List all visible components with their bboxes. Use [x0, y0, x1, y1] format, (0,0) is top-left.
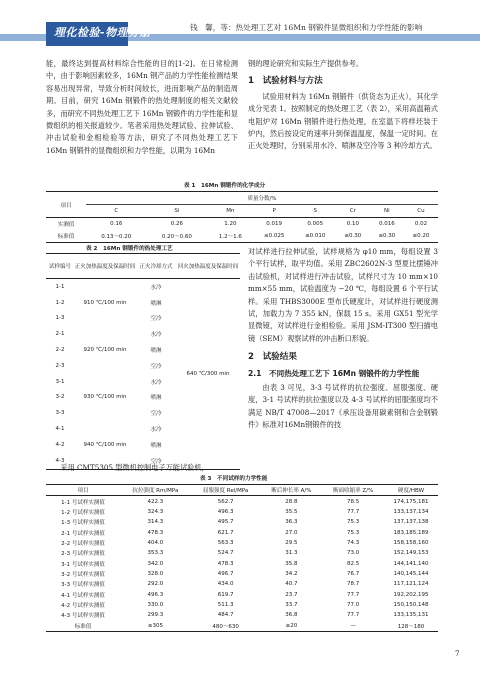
table-3-cell: 35.5	[285, 508, 298, 515]
table-3-row	[46, 620, 438, 631]
table-2-header: 回火加热温度及保温时间	[177, 264, 239, 270]
table-1-cell: 0.10	[346, 221, 359, 227]
intro-continued: 钢的理论研究和实际生产提供参考。	[248, 59, 364, 68]
table-2-cell: 920 ℃/100 min	[83, 347, 127, 354]
table-3-cell: 292.0	[147, 581, 164, 588]
table-1-cell: 0.02	[414, 221, 428, 227]
table-3-cell: 137,137,138	[393, 519, 429, 526]
table-3-cell: 144,141,140	[393, 560, 429, 567]
table-3-cell: 140,145,144	[393, 570, 429, 577]
table-2-cell: 4-2	[55, 441, 65, 448]
table-3-cell: 133,137,134	[393, 508, 429, 515]
table-1-cell: 0.13～0.20	[101, 234, 132, 240]
left-after-table-2	[46, 462, 240, 474]
table-1-cell: 0.019	[266, 221, 283, 227]
table-3	[46, 484, 438, 632]
table-3-cell: 3-2 号试样实测值	[61, 571, 105, 578]
table-3-cell: 4-2 号试样实测值	[61, 602, 105, 609]
table-2-cell: 水冷	[150, 284, 162, 291]
table-2-cell: 2-3	[55, 362, 65, 369]
table-3-cell: 496.7	[217, 570, 234, 577]
table-2-cell: 2-2	[55, 347, 65, 354]
table-3-cell: 150,150,148	[393, 601, 429, 608]
table-1-cell: ≤0.30	[344, 233, 362, 239]
table-3-cell: 74.3	[347, 539, 360, 546]
table-3-row	[46, 507, 438, 517]
table-1-col: Ni	[384, 208, 390, 214]
table-3-header: 抗拉强度 Rm/MPa	[132, 488, 179, 495]
table-3-cell: 75.3	[347, 519, 360, 526]
table-3-cell: 75.3	[347, 529, 360, 536]
table-3-row	[46, 496, 438, 507]
table-3-cell: 563.3	[217, 539, 234, 546]
table-2-cell: 4-3	[55, 457, 65, 464]
table-1-cell: 0.016	[379, 221, 395, 227]
table-3-cell: 353.3	[147, 550, 164, 557]
table-1-element-row	[46, 205, 438, 218]
table-3-cell: 标准值	[74, 623, 92, 630]
table-1-cell: 实测值	[57, 222, 75, 228]
table-3-cell: 496.3	[147, 591, 164, 598]
table-3-cell: 77.7	[347, 591, 360, 598]
page-number: 7	[455, 650, 460, 658]
table-3-row	[46, 610, 438, 620]
table-1-row	[46, 218, 438, 231]
table-1-caption: 表 1 16Mn 钢锻件的化学成分	[184, 183, 266, 189]
table-3-cell: 484.7	[217, 612, 234, 619]
table-2-caption: 表 2 16Mn 钢锻件的热处理工艺	[86, 246, 173, 252]
table-3-cell: 324.3	[147, 508, 164, 515]
table-3-row	[46, 517, 438, 527]
table-3-cell: 422.3	[147, 498, 164, 505]
table-2-cell: 喷淋	[150, 442, 162, 449]
table-3-cell: 36.8	[285, 612, 298, 619]
table-3-cell: 328.0	[147, 570, 164, 577]
table-2-cell: 940 ℃/100 min	[83, 441, 127, 448]
table-3-row	[46, 548, 438, 558]
table-3-cell: 1-1 号试样实测值	[61, 499, 105, 506]
section-2-1-title: 2.1 不同热处理工艺下 16Mn 钢锻件的力学性能	[248, 368, 420, 378]
table-2	[46, 253, 240, 470]
table-1-cell: 0.26	[170, 221, 183, 227]
table-3-header: 项目	[77, 488, 89, 495]
table-1-col: S	[313, 208, 317, 214]
table-3-cell: 34.2	[285, 570, 298, 577]
table-1-cell: 0.16	[110, 221, 123, 227]
table-1-cell: ≤0.025	[263, 233, 285, 239]
table-1-cell: 0.20～0.60	[161, 234, 192, 240]
table-2-cell: 喷淋	[150, 395, 162, 402]
table-1-cell: 1.2～1.6	[218, 234, 242, 240]
table-1-item-header: 项目	[46, 192, 86, 218]
test-methods-text: 对试样进行拉伸试验，试样规格为 φ10 mm，每组设置 3 个平行试样，取平均值。采用 ZBC2602N-3 型夏比摆锤冲击试验机，对试样进行冲击试验，试样尺寸为 10 mm×10 mm×55 mm，试验温度为 −20 ℃，每组设置 6 个平行试样。采用 THBS3000E 型布氏硬度计，对试样进行硬度测试，加载力为 7 355 kN，保载 15 s。采用 GX51 型光学显微镜，对试样进行金相检验。采用 JSM-IT300 型扫描电镜（SEM）观察试样的冲击断口形貌。	[248, 247, 438, 343]
table-1-col: Cu	[417, 208, 425, 214]
right-column-top	[248, 58, 438, 153]
table-1-cell: 1.20	[224, 221, 237, 227]
table-3-cell: 76.7	[347, 570, 360, 577]
table-3-cell: 36.3	[285, 519, 298, 526]
table-3-cell: 40.7	[285, 581, 298, 588]
table-2-cell: 4-1	[55, 426, 65, 433]
table-2-cell: 1-2	[55, 299, 65, 306]
table-3-header: 断后伸长率 A/%	[271, 488, 312, 495]
table-3-body	[46, 496, 438, 631]
table-3-cell: 27.0	[285, 529, 298, 536]
table-1-cell: 0.005	[307, 221, 324, 227]
table-3-cell: 330.0	[147, 601, 164, 608]
table-3-cell: 3-1 号试样实测值	[61, 561, 105, 568]
table-1-cell: ≤0.30	[378, 233, 396, 239]
section-1-text: 试验用材料为 16Mn 钢锻件（供货态为正火），其化学成分见表 1。按照制定的热处理工艺（表 2），采用高温箱式电阻炉对 16Mn 钢锻件进行热处理，在室温下将样坯装于炉内，然后按设定的速率升到保温温度，保温一定时间。在正火处理时，分别采用水冷、喷淋及空冷等 3 种冷却方式。	[248, 91, 438, 151]
table-3-cell: 117,121,124	[393, 581, 429, 588]
table-3-cell: 158,158,160	[393, 539, 429, 546]
table-1-col: Cr	[349, 208, 356, 214]
table-3-cell: 28.8	[285, 498, 298, 505]
table-3-cell: 496.3	[217, 508, 234, 515]
table-2-row	[46, 279, 240, 295]
table-3-cell: 23.7	[285, 591, 298, 598]
table-3-cell: 2-2 号试样实测值	[61, 540, 105, 547]
table-1-col: Mn	[226, 208, 235, 214]
table-3-cell: 619.7	[217, 591, 234, 598]
table-3-cell: 29.5	[285, 539, 298, 546]
method-paragraph: 采用 CMT5305 型微机控制电子万能试验机，	[60, 463, 209, 472]
table-3-row	[46, 600, 438, 610]
table-3-cell: 4-1 号试样实测值	[61, 592, 105, 599]
table-3-cell: 434.0	[217, 581, 234, 588]
table-2-cell: 空冷	[150, 458, 162, 465]
table-3-cell: 480～630	[212, 623, 239, 630]
table-3-cell: 77.7	[347, 508, 360, 515]
table-1-row	[46, 230, 438, 243]
table-3-cell: 2-3 号试样实测值	[61, 551, 105, 558]
right-column-middle	[248, 246, 438, 432]
table-3-row	[46, 579, 438, 589]
table-1-cell: ≤0.20	[412, 233, 430, 239]
table-3-cell: 78.5	[347, 498, 360, 505]
table-3-row	[46, 589, 438, 599]
table-2-cell: 1-1	[55, 283, 65, 290]
table-3-caption: 表 3 不同试样的力学性能	[200, 476, 268, 482]
running-title: 钱 馨，等：热处理工艺对 16Mn 钢锻件显微组织和力学性能的影响	[190, 23, 423, 32]
table-3-header: 硬度/HBW	[398, 488, 425, 495]
table-2-header: 试样编号	[48, 264, 71, 270]
table-1-col: Si	[174, 208, 180, 214]
table-2-cell: 水冷	[150, 379, 162, 386]
table-3-cell: 192,202,195	[393, 591, 429, 598]
left-intro	[46, 58, 238, 157]
table-2-cell: 空冷	[150, 316, 162, 323]
table-3-cell: 1-3 号试样实测值	[61, 520, 105, 527]
table-3-cell: 495.7	[217, 519, 234, 526]
table-1	[46, 191, 438, 243]
section-2-1-text: 由表 3 可见，3-3 号试样的抗拉强度、屈服强度、硬度，3-1 号试样的抗拉强度以及 4-3 号试样的屈服强度均不满足 NB/T 47008—2017《承压设备用碳素钢和合金钢锻件》标准对16Mn钢锻件的技	[248, 383, 438, 430]
table-3-cell: ≥305	[147, 622, 163, 629]
table-2-cell: 空冷	[150, 363, 162, 370]
table-2-cell: 水冷	[150, 332, 162, 339]
table-3-row	[46, 569, 438, 579]
table-1-cell: ≤0.010	[305, 233, 326, 239]
table-2-temper-cell: 640 ℃/300 min	[186, 370, 230, 377]
table-2-cell: 喷淋	[150, 300, 162, 307]
table-3-cell: 128～180	[397, 623, 425, 630]
table-3-cell: 35.8	[285, 560, 298, 567]
section-1-title: 1 试验材料与方法	[248, 76, 323, 87]
table-3-cell: 77.0	[347, 601, 360, 608]
section-2-title: 2 试验结果	[248, 352, 297, 363]
table-1-group-header: 质量分数/%	[86, 192, 438, 205]
table-3-header: 屈服强度 Rel/MPa	[203, 488, 249, 495]
table-3-cell: 511.3	[217, 601, 234, 608]
table-3-cell: 314.3	[147, 519, 164, 526]
table-3-cell: 1-2 号试样实测值	[61, 509, 105, 516]
table-2-cell: 2-1	[55, 331, 65, 338]
table-3-cell: 31.3	[285, 550, 298, 557]
table-2-cell: 喷淋	[150, 348, 162, 355]
journal-logo-text: 理化检验-物理分册	[54, 26, 152, 39]
table-3-cell: 404.0	[147, 539, 164, 546]
table-3-cell: 2-1 号试样实测值	[61, 530, 105, 537]
table-3-cell: 183,185,189	[393, 529, 429, 536]
intro-paragraph: 能，最终达到提高材料综合性能的目的[1-2]。在日常检测中，由于影响因素较多，16Mn 钢产品的力学性能检测结果容易出现异常，导致分析时间较长，进而影响产品的制造周期。目前，研究 16Mn 钢锻件的热处理制度的相关文献较多，而研究不同热处理工艺下 16Mn 钢锻件的力学性能和显微组织的相关报道较少。笔者采用热处理试验、拉伸试验、冲击试验和金相检验等方法，研究了不同热处理工艺下 16Mn 钢锻件的显微组织和力学性能，以期为 16Mn	[46, 59, 238, 155]
table-3-cell: 562.7	[217, 498, 234, 505]
table-3-row	[46, 558, 438, 568]
table-3-row	[46, 527, 438, 537]
table-3-cell: 621.7	[217, 529, 234, 536]
table-3-cell: 82.5	[347, 560, 360, 567]
table-3-header-row	[46, 485, 438, 496]
table-2-cell: 930 ℃/100 min	[83, 394, 127, 401]
table-3-row	[46, 538, 438, 548]
table-3-cell: 133,135,131	[393, 612, 429, 619]
table-3-cell: 342.0	[147, 560, 164, 567]
table-3-header: 断面收缩率 Z/%	[333, 488, 374, 495]
table-3-cell: 33.7	[285, 601, 298, 608]
table-1-col: P	[272, 208, 276, 214]
table-2-cell: 3-1	[55, 378, 65, 385]
table-3-cell: 4-3 号试样实测值	[61, 613, 105, 620]
table-2-cell: 空冷	[150, 411, 162, 418]
table-2-cell: 1-3	[55, 315, 65, 322]
table-1-col: C	[114, 208, 119, 214]
table-2-cell: 3-2	[55, 394, 65, 401]
table-3-cell: 299.3	[147, 612, 164, 619]
table-3-cell: 524.7	[217, 550, 234, 557]
table-1-cell: 标准值	[57, 234, 75, 240]
table-2-cell: 水冷	[150, 427, 162, 434]
table-2-header: 正火冷却方式	[139, 264, 173, 270]
page-header	[0, 0, 480, 50]
table-2-header: 正火加热温度及保温时间	[74, 264, 136, 270]
table-3-cell: 3-3 号试样实测值	[61, 582, 105, 589]
table-2-cell: 910 ℃/100 min	[83, 299, 127, 306]
table-3-cell: 73.0	[347, 550, 360, 557]
table-3-cell: 174,175,181	[393, 498, 429, 505]
table-3-cell: 478.3	[217, 560, 234, 567]
table-3-cell: 78.7	[347, 581, 360, 588]
table-3-cell: 478.3	[147, 529, 164, 536]
table-3-cell: 152,149,153	[393, 550, 429, 557]
table-3-cell: 77.7	[347, 612, 360, 619]
table-3-cell: ≥20	[285, 622, 298, 629]
table-3-cell: —	[350, 622, 356, 629]
table-2-cell: 3-3	[55, 410, 65, 417]
